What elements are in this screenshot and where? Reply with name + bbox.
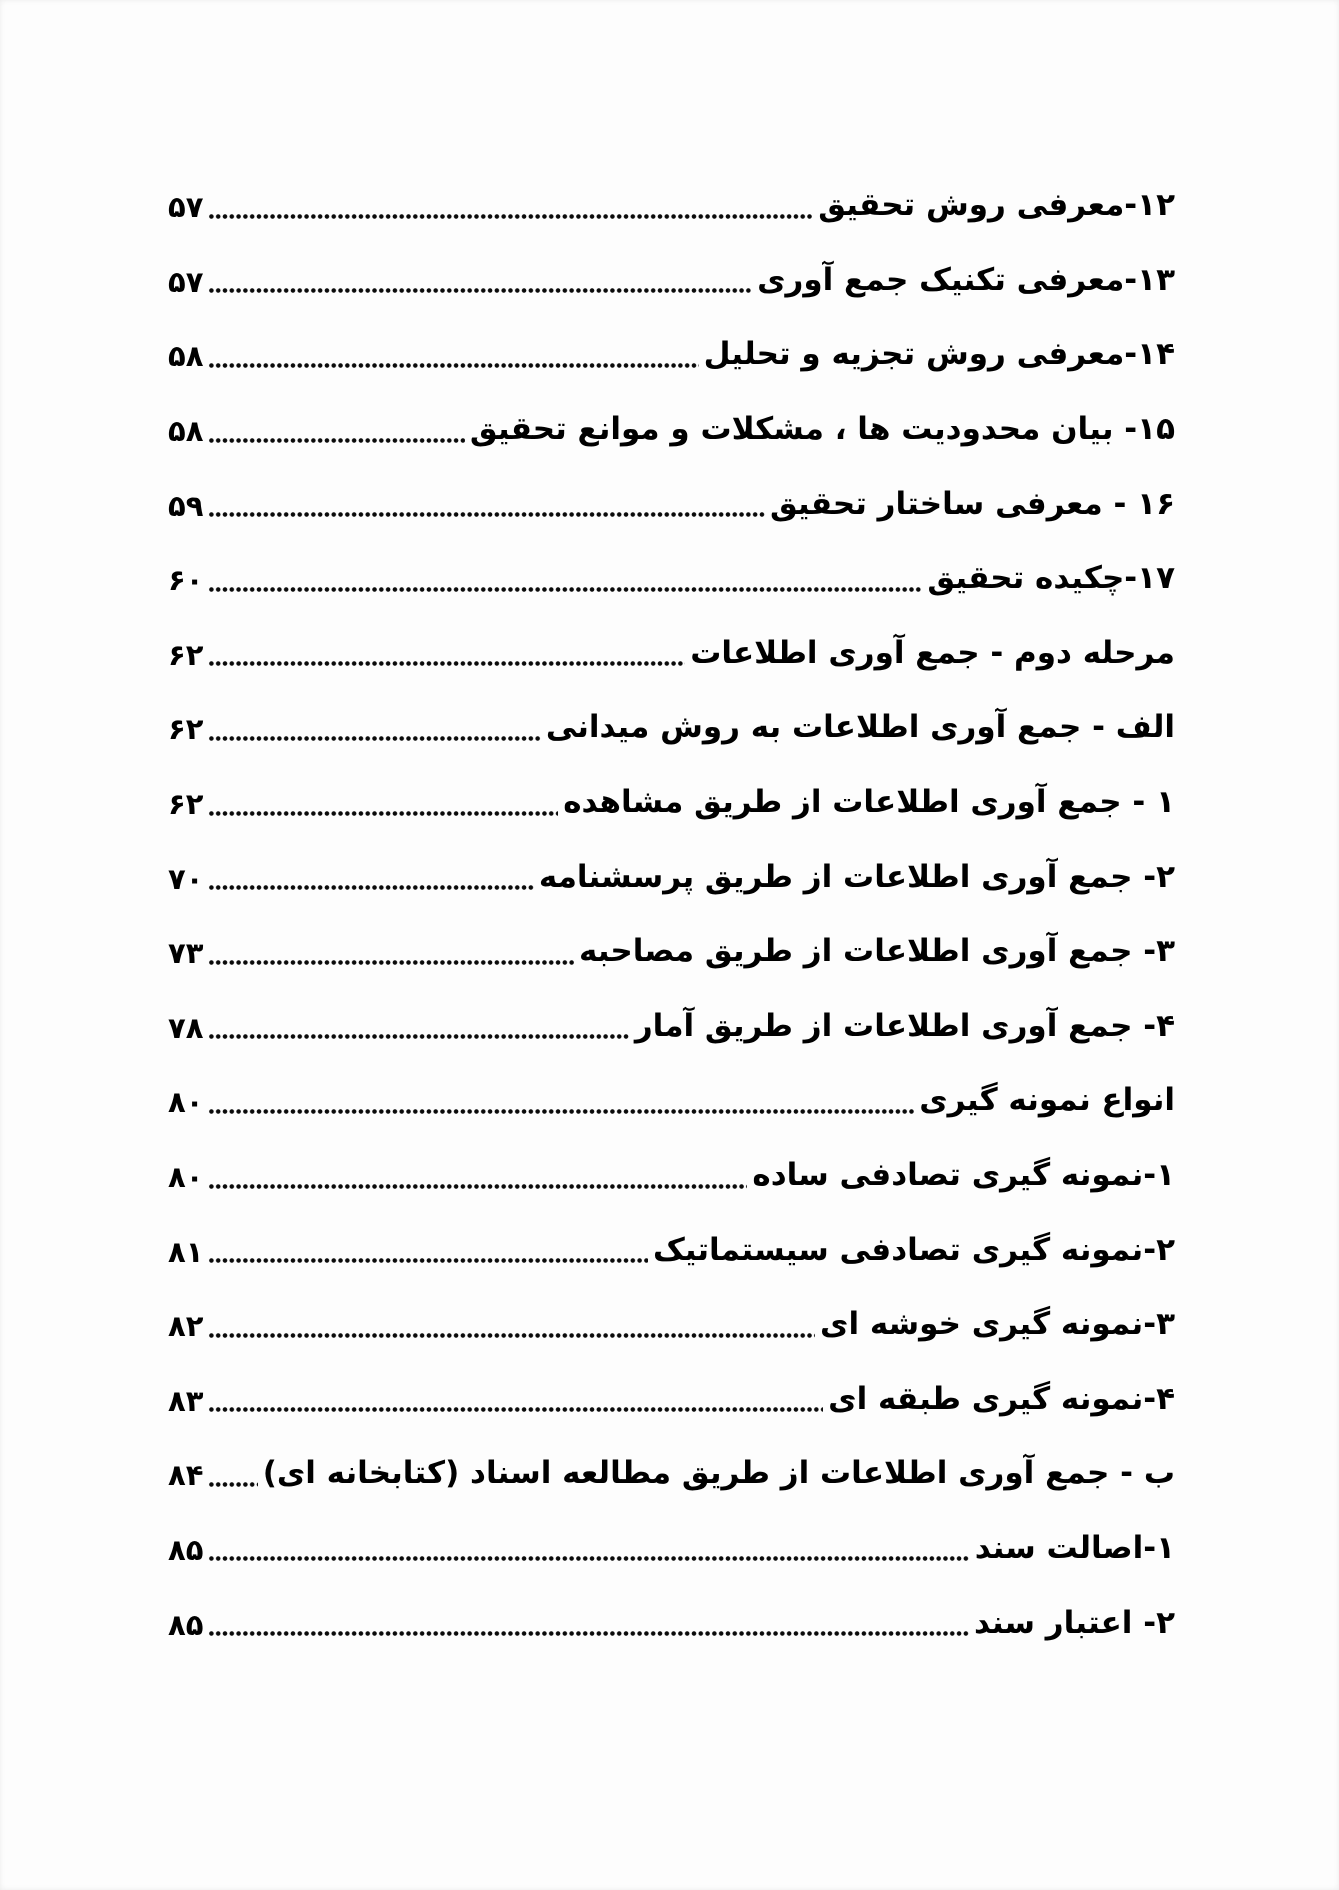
- toc-entry-page-number: ۸۵: [168, 1607, 204, 1642]
- toc-entry-title: ۳- جمع آوری اطلاعات از طریق مصاحبه: [578, 933, 1175, 970]
- toc-entry-page-number: ۷۳: [168, 936, 204, 971]
- toc-dotted-leader: [208, 1556, 969, 1561]
- toc-entry-page-number: ۸۰: [168, 1085, 204, 1120]
- toc-row: [168, 1212, 1175, 1287]
- toc-dotted-leader: [208, 1109, 914, 1114]
- toc-entry-title: ۱۶ - معرفی ساختار تحقیق: [769, 485, 1175, 522]
- toc-entry-title: ۱۵- بیان محدودیت ها ، مشکلات و موانع تحقیق: [469, 411, 1175, 448]
- toc-entry-title: مرحله دوم - جمع آوری اطلاعات: [690, 634, 1175, 671]
- toc-entry-page-number: ۶۲: [168, 712, 204, 747]
- toc-row: [168, 541, 1175, 616]
- toc-dotted-leader: [208, 438, 464, 443]
- toc-entry-page-number: ۸۴: [168, 1458, 204, 1493]
- toc-entry-title: ۱ - جمع آوری اطلاعات از طریق مشاهده: [563, 784, 1175, 821]
- toc-row: [168, 317, 1175, 392]
- toc-entry-title: ۴- جمع آوری اطلاعات از طریق آمار: [634, 1007, 1175, 1044]
- toc-entry-page-number: ۵۸: [168, 339, 204, 374]
- toc-entry-page-number: ۵۸: [168, 414, 204, 449]
- toc-row: [168, 765, 1175, 840]
- toc-dotted-leader: [208, 885, 533, 890]
- toc-row: [168, 1436, 1175, 1511]
- toc-dotted-leader: [208, 960, 574, 965]
- toc-entry-title: ۴-نمونه گیری طبقه ای: [828, 1380, 1175, 1417]
- toc-entry-page-number: ۸۰: [168, 1160, 204, 1195]
- toc-row: [168, 989, 1175, 1064]
- toc-entry-page-number: ۸۵: [168, 1532, 204, 1567]
- toc-entry-page-number: ۸۳: [168, 1383, 204, 1418]
- toc-row: [168, 466, 1175, 541]
- toc-entry-title: ۱۳-معرفی تکنیک جمع آوری: [757, 261, 1175, 298]
- toc-dotted-leader: [208, 1184, 747, 1189]
- toc-dotted-leader: [208, 1407, 823, 1412]
- toc-entry-title: الف - جمع آوری اطلاعات به روش میدانی: [545, 709, 1175, 746]
- toc-dotted-leader: [208, 587, 922, 592]
- toc-dotted-leader: [208, 1034, 629, 1039]
- toc-entry-title: ۲-نمونه گیری تصادفی سیستماتیک: [652, 1231, 1175, 1268]
- toc-entry-page-number: ۵۹: [168, 488, 204, 523]
- toc-entry-page-number: ۵۷: [168, 190, 204, 225]
- toc-entry-title: ۲- جمع آوری اطلاعات از طریق پرسشنامه: [538, 858, 1175, 895]
- toc-row: [168, 168, 1175, 243]
- toc-entry-title: ۱۷-چکیده تحقیق: [927, 560, 1175, 597]
- toc-entry-page-number: ۶۰: [168, 563, 204, 598]
- toc-dotted-leader: [208, 1258, 648, 1263]
- toc-entry-page-number: ۷۰: [168, 861, 204, 896]
- toc-entry-page-number: ۷۸: [168, 1010, 204, 1045]
- toc-dotted-leader: [208, 1482, 257, 1487]
- table-of-contents: [168, 168, 1175, 1660]
- toc-dotted-leader: [208, 811, 558, 816]
- toc-row: [168, 616, 1175, 691]
- toc-row: [168, 1063, 1175, 1138]
- toc-dotted-leader: [208, 661, 685, 666]
- toc-entry-title: انواع نمونه گیری: [919, 1082, 1175, 1119]
- toc-dotted-leader: [208, 363, 698, 368]
- toc-entry-page-number: ۸۲: [168, 1309, 204, 1344]
- toc-entry-title: ۱-نمونه گیری تصادفی ساده: [752, 1157, 1175, 1194]
- toc-dotted-leader: [208, 214, 813, 219]
- toc-entry-title: ۲- اعتبار سند: [973, 1604, 1175, 1641]
- toc-row: [168, 839, 1175, 914]
- toc-dotted-leader: [208, 736, 540, 741]
- toc-row: [168, 1511, 1175, 1586]
- toc-row: [168, 243, 1175, 318]
- toc-entry-title: ۱۴-معرفی روش تجزیه و تحلیل: [703, 336, 1175, 373]
- toc-entry-title: ب - جمع آوری اطلاعات از طریق مطالعه اسناد (کتابخانه ای): [262, 1455, 1175, 1492]
- toc-entry-title: ۳-نمونه گیری خوشه ای: [820, 1306, 1175, 1343]
- toc-entry-page-number: ۶۲: [168, 787, 204, 822]
- toc-dotted-leader: [208, 1333, 815, 1338]
- toc-row: [168, 1585, 1175, 1660]
- toc-entry-page-number: ۵۷: [168, 264, 204, 299]
- toc-dotted-leader: [208, 512, 765, 517]
- toc-dotted-leader: [208, 288, 752, 293]
- toc-row: [168, 1138, 1175, 1213]
- toc-row: [168, 914, 1175, 989]
- toc-row: [168, 690, 1175, 765]
- toc-entry-title: ۱۲-معرفی روش تحقیق: [818, 187, 1175, 224]
- toc-entry-page-number: ۸۱: [168, 1234, 204, 1269]
- toc-row: [168, 1287, 1175, 1362]
- toc-row: [168, 1362, 1175, 1437]
- toc-entry-title: ۱-اصالت سند: [974, 1529, 1175, 1566]
- toc-dotted-leader: [208, 1631, 969, 1636]
- toc-row: [168, 392, 1175, 467]
- toc-entry-page-number: ۶۲: [168, 637, 204, 672]
